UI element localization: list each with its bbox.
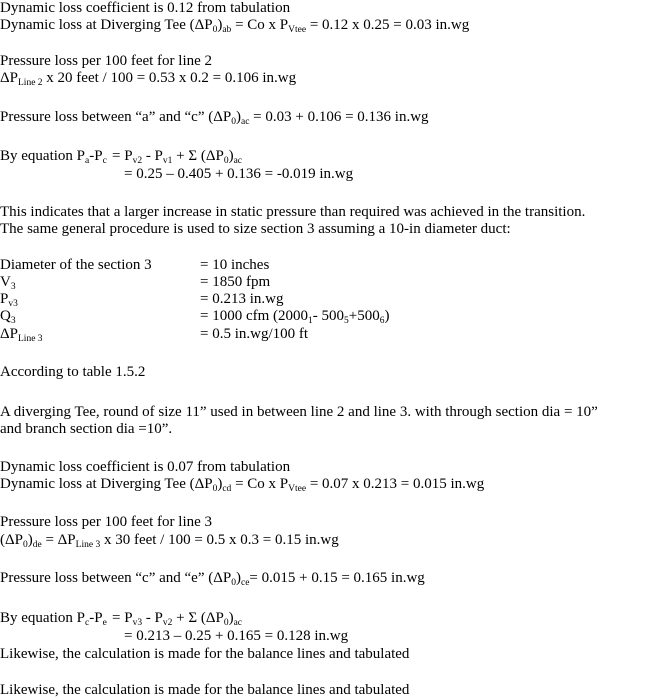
equation-1-line-2: = 0.25 – 0.405 + 0.136 = -0.019 in.wg [124,166,354,182]
dynamic-coefficient-line-1: Dynamic loss coefficient is 0.12 from tabulation [0,0,291,16]
section3-q3: $Q_3 = 1000$ cfm ($2000_1-$ $500_5+500_6$) [0,308,390,326]
pressure-loss-ce: Pressure loss between “c” and “e” $(\Delta P_0)_{ce}= 0.015 + 0.15 = 0.165$ in.wg [0,570,425,588]
tee-paragraph-1: A diverging Tee, round of size 11” used in between line 2 and line 3. with through section dia = 10” [0,404,598,420]
paragraph-1: This indicates that a larger increase in static pressure than required was achieved in the transition. [0,204,586,220]
likewise-line-2: Likewise, the calculation is made for the balance lines and tabulated [0,682,410,698]
line2-calculation: $\Delta P_{Line 2}$ x 20 feet / 100 = 0.53 x 0.2 = 0.106 in.wg [0,70,297,88]
paragraph-2: The same general procedure is used to size section 3 assuming a 10-in diameter duct: [0,221,511,237]
tee-paragraph-2: and branch section dia =10”. [0,421,173,437]
line2-heading: Pressure loss per 100 feet for line 2 [0,53,213,69]
section3-v3: $V_3 = 1850$ fpm [0,274,271,292]
section3-delta-p: $\Delta P_{Line 3} = 0.5$ in.wg/100 ft [0,326,309,344]
dynamic-loss-line-2: Dynamic loss at Diverging Tee $(\Delta P_0)_{cd} = Co$ x $P_{Vtee} = 0.07$ x 0.213 = 0.015 in.wg [0,476,485,494]
pressure-loss-ac: Pressure loss between “a” and “c” $(\Delta P_0)_{ac} = 0.03 + 0.106 = 0.136$ in.wg [0,109,429,127]
line3-calculation: $(\Delta P_0)_{de} = \Delta P_{Line 3}$ x 30 feet / 100 = 0.5 x 0.3 = 0.15 in.wg [0,532,339,550]
table-reference: According to table 1.5.2 [0,364,146,380]
equation-2-line-1: By equation $P_c-P_e = P_{v3} - P_{v2} + \Sigma$ $(\Delta P_0)_{ac}$ [0,610,243,628]
dynamic-coefficient-line-2: Dynamic loss coefficient is 0.07 from tabulation [0,459,291,475]
equation-1-line-1: By equation $P_a-P_c = P_{v2} - P_{v1} + \Sigma$ $(\Delta P_0)_{ac}$ [0,148,243,166]
likewise-line-1: Likewise, the calculation is made for the balance lines and tabulated [0,646,410,662]
dynamic-loss-line-1: Dynamic loss at Diverging Tee $(\Delta P_0)_{ab} = Co$ x $P_{Vtee} = 0.12$ x 0.25 = 0.03 in.wg [0,17,470,35]
section3-pv3: $P_{v3} = 0.213$ in.wg [0,291,284,309]
section3-diameter: Diameter of the section 3 = 10 inches [0,257,270,273]
equation-2-line-2: = 0.213 – 0.25 + 0.165 = 0.128 in.wg [124,628,349,644]
line3-heading: Pressure loss per 100 feet for line 3 [0,514,213,530]
